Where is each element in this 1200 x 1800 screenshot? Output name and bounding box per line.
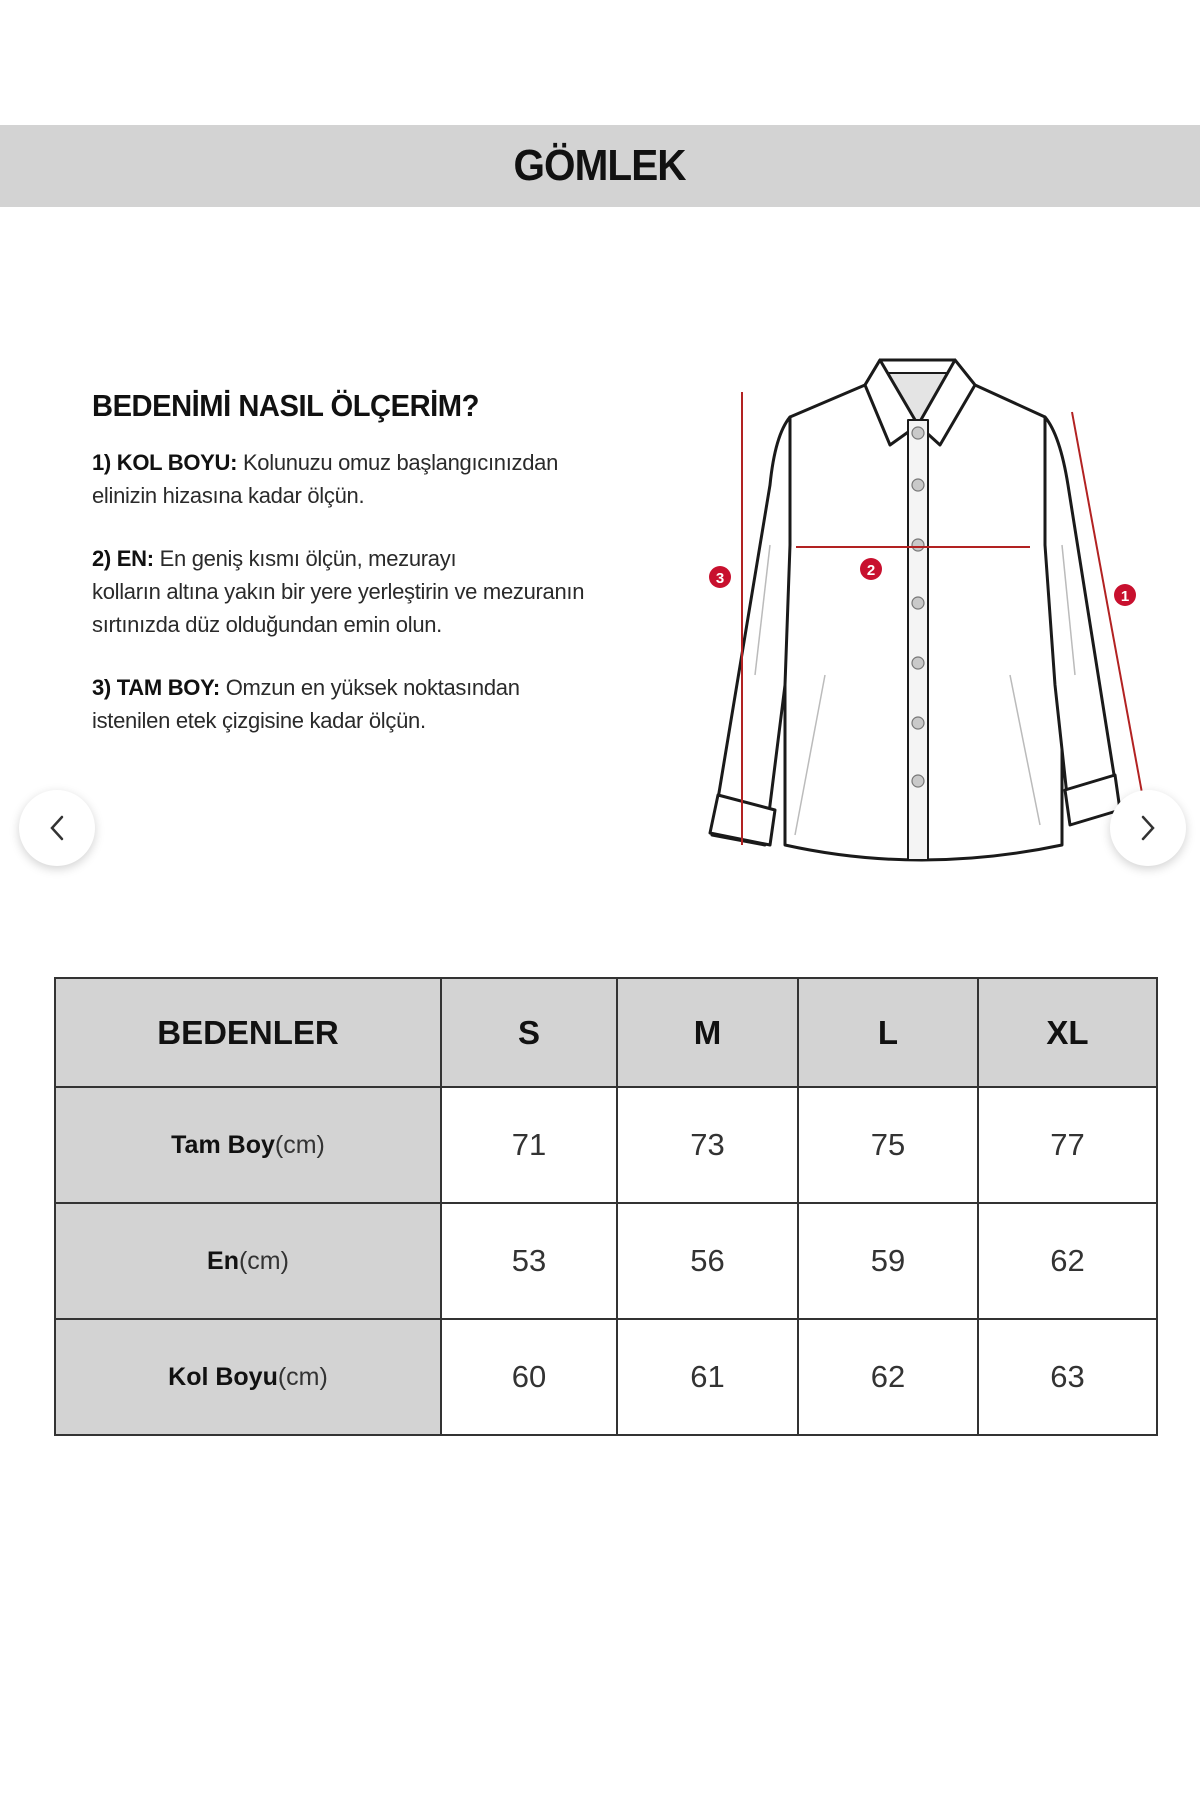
row-label xyxy=(55,1203,441,1319)
step-text: sırtınızda düz olduğundan emin olun. xyxy=(92,612,442,637)
row-unit: (cm) xyxy=(277,1362,328,1391)
table-cell: 62 xyxy=(798,1319,978,1435)
table-cell: 73 xyxy=(617,1087,798,1203)
step-text: Omzun en yüksek noktasından xyxy=(225,675,520,700)
table-row xyxy=(55,1319,1157,1435)
step-text: istenilen etek çizgisine kadar ölçün. xyxy=(92,708,426,733)
table-cell: 62 xyxy=(978,1203,1157,1319)
button-icon xyxy=(912,717,924,729)
marker-3 xyxy=(709,566,731,588)
button-icon xyxy=(912,539,924,551)
guide-step-sleeve xyxy=(92,446,712,512)
row-label-text: Kol Boyu xyxy=(168,1362,278,1391)
guide-step-length xyxy=(92,671,712,737)
size-table xyxy=(54,977,1158,1436)
chevron-right-icon xyxy=(1137,813,1159,843)
step-label: 1) KOL BOYU: xyxy=(92,450,238,475)
page-title: GÖMLEK xyxy=(513,141,687,190)
step-text: En geniş kısmı ölçün, mezurayı xyxy=(159,546,457,571)
step-text: Kolunuzu omuz başlangıcınızdan xyxy=(242,450,559,475)
size-header-row xyxy=(55,978,1157,1087)
guide-step-width xyxy=(92,542,712,641)
step-label: 3) TAM BOY: xyxy=(92,675,220,700)
carousel-prev-button[interactable] xyxy=(19,790,95,866)
table-row xyxy=(55,1203,1157,1319)
guide-heading: BEDENİMİ NASIL ÖLÇERİM? xyxy=(92,388,479,423)
button-icon xyxy=(912,479,924,491)
table-row xyxy=(55,1087,1157,1203)
button-icon xyxy=(912,427,924,439)
table-cell: 56 xyxy=(617,1203,798,1319)
row-unit: (cm) xyxy=(274,1130,325,1159)
button-icon xyxy=(912,657,924,669)
carousel-next-button[interactable] xyxy=(1110,790,1186,866)
title-band xyxy=(0,125,1200,207)
button-icon xyxy=(912,775,924,787)
measure-guide xyxy=(92,388,712,767)
table-cell: 53 xyxy=(441,1203,617,1319)
table-cell: 77 xyxy=(978,1087,1157,1203)
marker-label: 2 xyxy=(866,562,876,579)
step-text: elinizin hizasına kadar ölçün. xyxy=(92,483,365,508)
marker-label: 1 xyxy=(1120,588,1130,605)
step-text: kolların altına yakın bir yere yerleştirin ve mezuranın xyxy=(92,579,585,604)
table-cell: 61 xyxy=(617,1319,798,1435)
size-header: L xyxy=(798,978,978,1087)
row-unit: (cm) xyxy=(238,1246,289,1275)
table-cell: 59 xyxy=(798,1203,978,1319)
size-header: S xyxy=(441,978,617,1087)
chevron-left-icon xyxy=(46,813,68,843)
row-label-text: Tam Boy xyxy=(171,1130,275,1159)
size-header: XL xyxy=(978,978,1157,1087)
table-cell: 63 xyxy=(978,1319,1157,1435)
row-label-text: En xyxy=(207,1246,239,1275)
row-label xyxy=(55,1319,441,1435)
table-cell: 75 xyxy=(798,1087,978,1203)
size-table-corner: BEDENLER xyxy=(55,978,441,1087)
shirt-illustration xyxy=(690,345,1150,865)
marker-1 xyxy=(1114,584,1136,606)
step-label: 2) EN: xyxy=(92,546,154,571)
button-icon xyxy=(912,597,924,609)
marker-2 xyxy=(860,558,882,580)
size-header: M xyxy=(617,978,798,1087)
shirt-drawing xyxy=(690,345,1150,865)
table-cell: 60 xyxy=(441,1319,617,1435)
table-cell: 71 xyxy=(441,1087,617,1203)
shirt-left-sleeve xyxy=(712,417,790,845)
row-label xyxy=(55,1087,441,1203)
marker-label: 3 xyxy=(715,570,725,587)
